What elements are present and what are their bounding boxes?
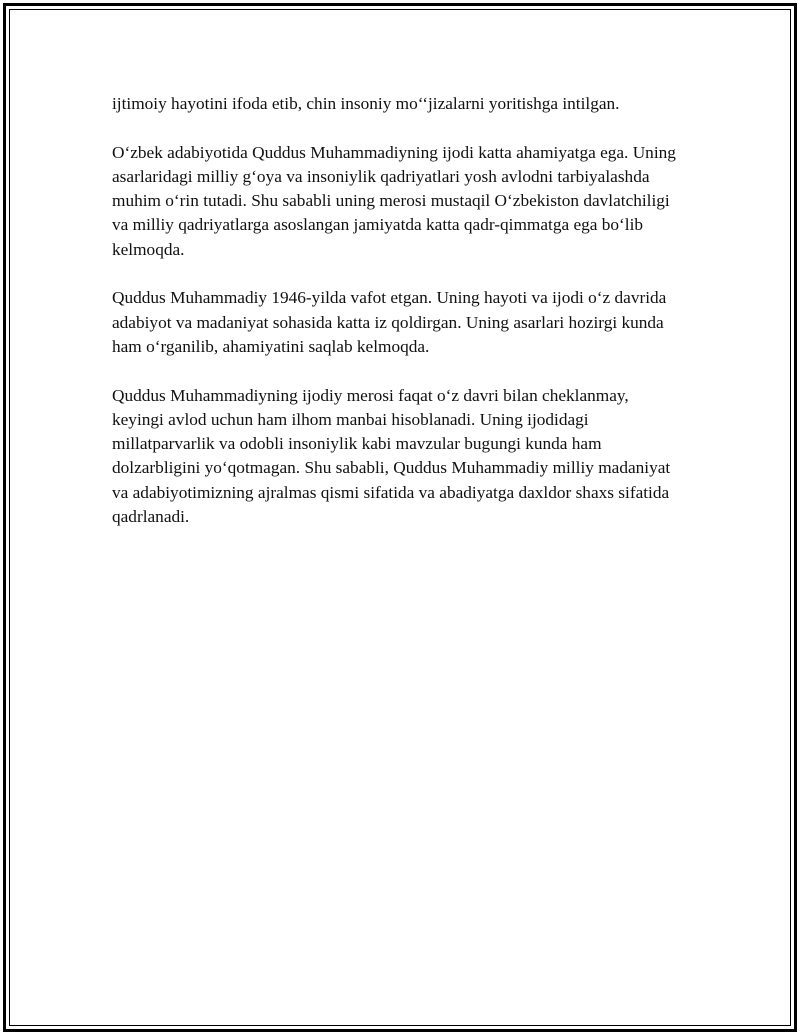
paragraph-4: Quddus Muhammadiyning ijodiy merosi faqat o‘z davri bilan cheklanmay, keyingi avlod uchun ham ilhom manbai hisoblanadi. Uning ijodidagi millatparvarlik va odobli insoniylik kabi mavzular bugungi kunda ham dolzarbligini yo‘qotmagan. Shu sababli, Quddus Muhammadiy milliy madaniyat va adabiyotimizning ajralmas qismi sifatida va abadiyatga daxldor shaxs sifatida qadrlanadi. [112, 385, 671, 527]
paragraph-1: ijtimoiy hayotini ifoda etib, chin insoniy mo‘‘jizalarni yoritishga intilgan. [112, 94, 620, 113]
paragraph-3: Quddus Muhammadiy 1946-yilda vafot etgan. Uning hayoti va ijodi o‘z davrida adabiyot va madaniyat sohasida katta iz qoldirgan. Uning asarlari hozirgi kunda ham o‘rganilib, ahamiyatini saqlab kelmoqda. [112, 288, 667, 356]
paragraph-2: O‘zbek adabiyotida Quddus Muhammadiyning ijodi katta ahamiyatga ega. Uning asarlaridagi milliy g‘oya va insoniylik qadriyatlari yosh avlodni tarbiyalashda muhim o‘rin tutadi. Shu sababli uning merosi mustaqil O‘zbekiston davlatchiligi va milliy qadriyatlarga asoslangan jamiyatda katta qadr-qimmatga ega bo‘lib kelmoqda. [112, 142, 676, 259]
document-body [112, 92, 682, 554]
